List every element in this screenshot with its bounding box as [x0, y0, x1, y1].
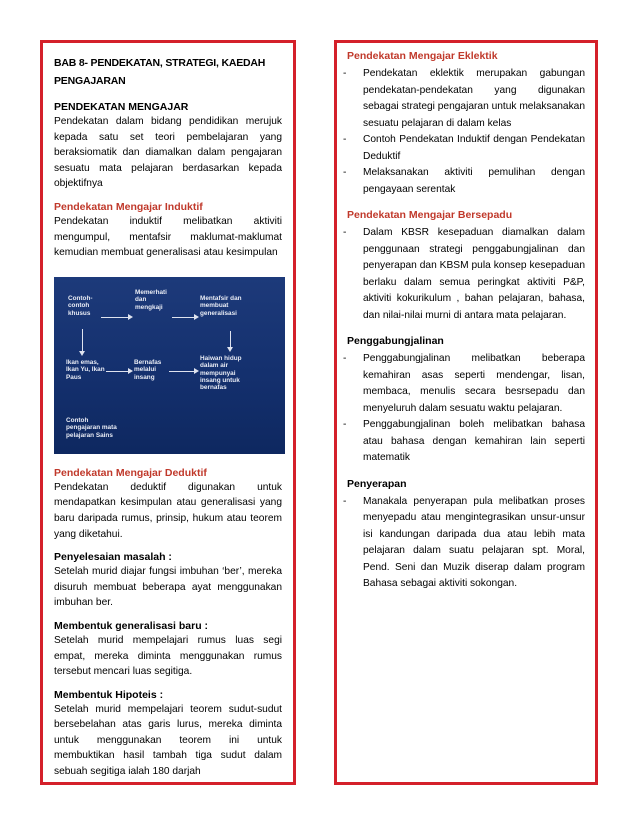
right-panel — [334, 40, 598, 785]
diagram-connector — [101, 317, 129, 318]
right-content — [343, 49, 585, 593]
heading-penyerapan: Penyerapan — [347, 477, 407, 490]
chapter-title: BAB 8- PENDEKATAN, STRATEGI, KAEDAH PENGAJARAN — [54, 57, 266, 87]
diagram-connector — [82, 329, 83, 351]
diagram-connector — [169, 371, 194, 372]
list-item: - Manakala penyerapan pula melibatkan proses menyepadu atau mengintegrasikan unsur-unsur isi kandungan daripada dua atau lebih mata pelajaran dalam suatu pelajaran spt. Moral, Pend. Seni dan Muzik diserap dalam program Bahasa sebagai aktiviti sokongan. — [343, 495, 585, 589]
arrow-down-icon — [227, 347, 233, 352]
diagram-connector — [230, 331, 231, 347]
paragraph-hipoteis: Setelah murid mempelajari teorem sudut-sudut bersebelahan atas garis lurus, mereka diminta untuk menggunakan teorem ini untuk membuktikan hasil tambah tiga sudut dalam sebuah segitiga ialah 180 darjah — [54, 703, 282, 778]
list-item: - Melaksanakan aktiviti pemulihan dengan pengayaan serentak — [343, 167, 585, 195]
paragraph-pendekatan: Pendekatan dalam bidang pendidikan merujuk kepada satu set teori pembelajaran yang beraksiomatik dan diamalkan dalam pengajaran sesuatu mata pelajaran berdasarkan kepada objektifnya — [54, 116, 282, 190]
left-panel — [40, 40, 296, 785]
heading-hipoteis: Membentuk Hipoteis : — [54, 688, 164, 701]
diagram-connector — [172, 317, 194, 318]
heading-pendekatan-mengajar: PENDEKATAN MENGAJAR — [54, 101, 189, 113]
arrow-right-icon — [128, 368, 133, 374]
heading-deduktif: Pendekatan Mengajar Deduktif — [54, 466, 207, 479]
heading-bersepadu: Pendekatan Mengajar Bersepadu — [347, 209, 513, 221]
diagram-node-ikan: Ikan emas, Ikan Yu, Ikan Paus — [66, 358, 105, 381]
arrow-down-icon — [79, 351, 85, 356]
left-content — [54, 54, 282, 780]
diagram-node-bernafas: Bernafas melalui insang — [134, 358, 162, 381]
arrow-right-icon — [194, 368, 199, 374]
heading-penyelesaian-masalah: Penyelesaian masalah : — [54, 551, 172, 564]
list-penyerapan — [343, 494, 585, 593]
heading-induktif: Pendekatan Mengajar Induktif — [54, 200, 203, 213]
diagram-connector — [106, 371, 128, 372]
heading-penggabungjalinan: Penggabungjalinan — [347, 335, 444, 347]
diagram-node-mentafsir: Mentafsir dan membuat generalisasi — [200, 294, 242, 317]
list-item: - Pendekatan eklektik merupakan gabungan pendekatan-pendekatan yang digunakan sebagai strategi pengajaran untuk melaksanakan sesuatu pelajaran di dalam kelas — [343, 68, 586, 129]
list-penggabungjalinan — [343, 351, 585, 467]
list-eklektik — [343, 66, 585, 198]
heading-eklektik: Pendekatan Mengajar Eklektik — [347, 50, 498, 62]
paragraph-induktif: Pendekatan induktif melibatkan aktiviti mengumpul, mentafsir maklumat-maklumat kemudian membuat generalisasi atau kesimpulan — [54, 215, 282, 259]
paragraph-deduktif: Pendekatan deduktif digunakan untuk mendapatkan kesimpulan atau generalisasi yang baru daripada rumus, prinsip, hukum atau teorem yang diketahui. — [54, 481, 282, 540]
list-item: - Penggabungjalinan boleh melibatkan bahasa atau bahasa dengan kemahiran lain seperti matematik — [343, 419, 585, 463]
arrow-right-icon — [194, 314, 199, 320]
paragraph-penyelesaian-masalah: Setelah murid diajar fungsi imbuhan ‘ber’, mereka disuruh membuat beberapa ayat menggunakan imbuhan ber. — [54, 566, 282, 609]
list-bersepadu — [343, 225, 585, 324]
diagram-node-contoh-sains: Contoh pengajaran mata pelajaran Sains — [66, 416, 117, 439]
heading-generalisasi: Membentuk generalisasi baru : — [54, 619, 209, 632]
paragraph-generalisasi: Setelah murid mempelajari rumus luas segi empat, mereka diminta menggunakan rumus tersebut mencari luas segitiga. — [54, 634, 282, 678]
arrow-right-icon — [128, 314, 133, 320]
diagram-node-contoh-khusus: Contoh- contoh khusus — [68, 294, 93, 317]
list-item: - Penggabungjalinan melibatkan beberapa kemahiran asas seperti mendengar, lisan, membaca, menulis secara besrsepadu dan menyeluruh dalam sesuatu waktu pelajaran. — [343, 353, 585, 414]
list-item: - Dalam KBSR kesepaduan diamalkan dalam penggunaan strategi penggabungjalinan dan penyerapan dan KBSM pula konsep kesepaduan berlaku dalam semua peringkat aktiviti P&P, aktiviti kokurikulum , bahan pelajaran, bahasa, dan nilai-nilai murni di antara mata pelajaran. — [343, 227, 585, 321]
list-item: - Contoh Pendekatan Induktif dengan Pendekatan Deduktif — [343, 134, 585, 162]
induktif-diagram — [54, 277, 285, 454]
diagram-node-memerhati: Memerhati dan mengkaji — [135, 288, 167, 311]
diagram-node-haiwan: Haiwan hidup dalam air mempunyai insang untuk bernafas — [200, 354, 242, 392]
